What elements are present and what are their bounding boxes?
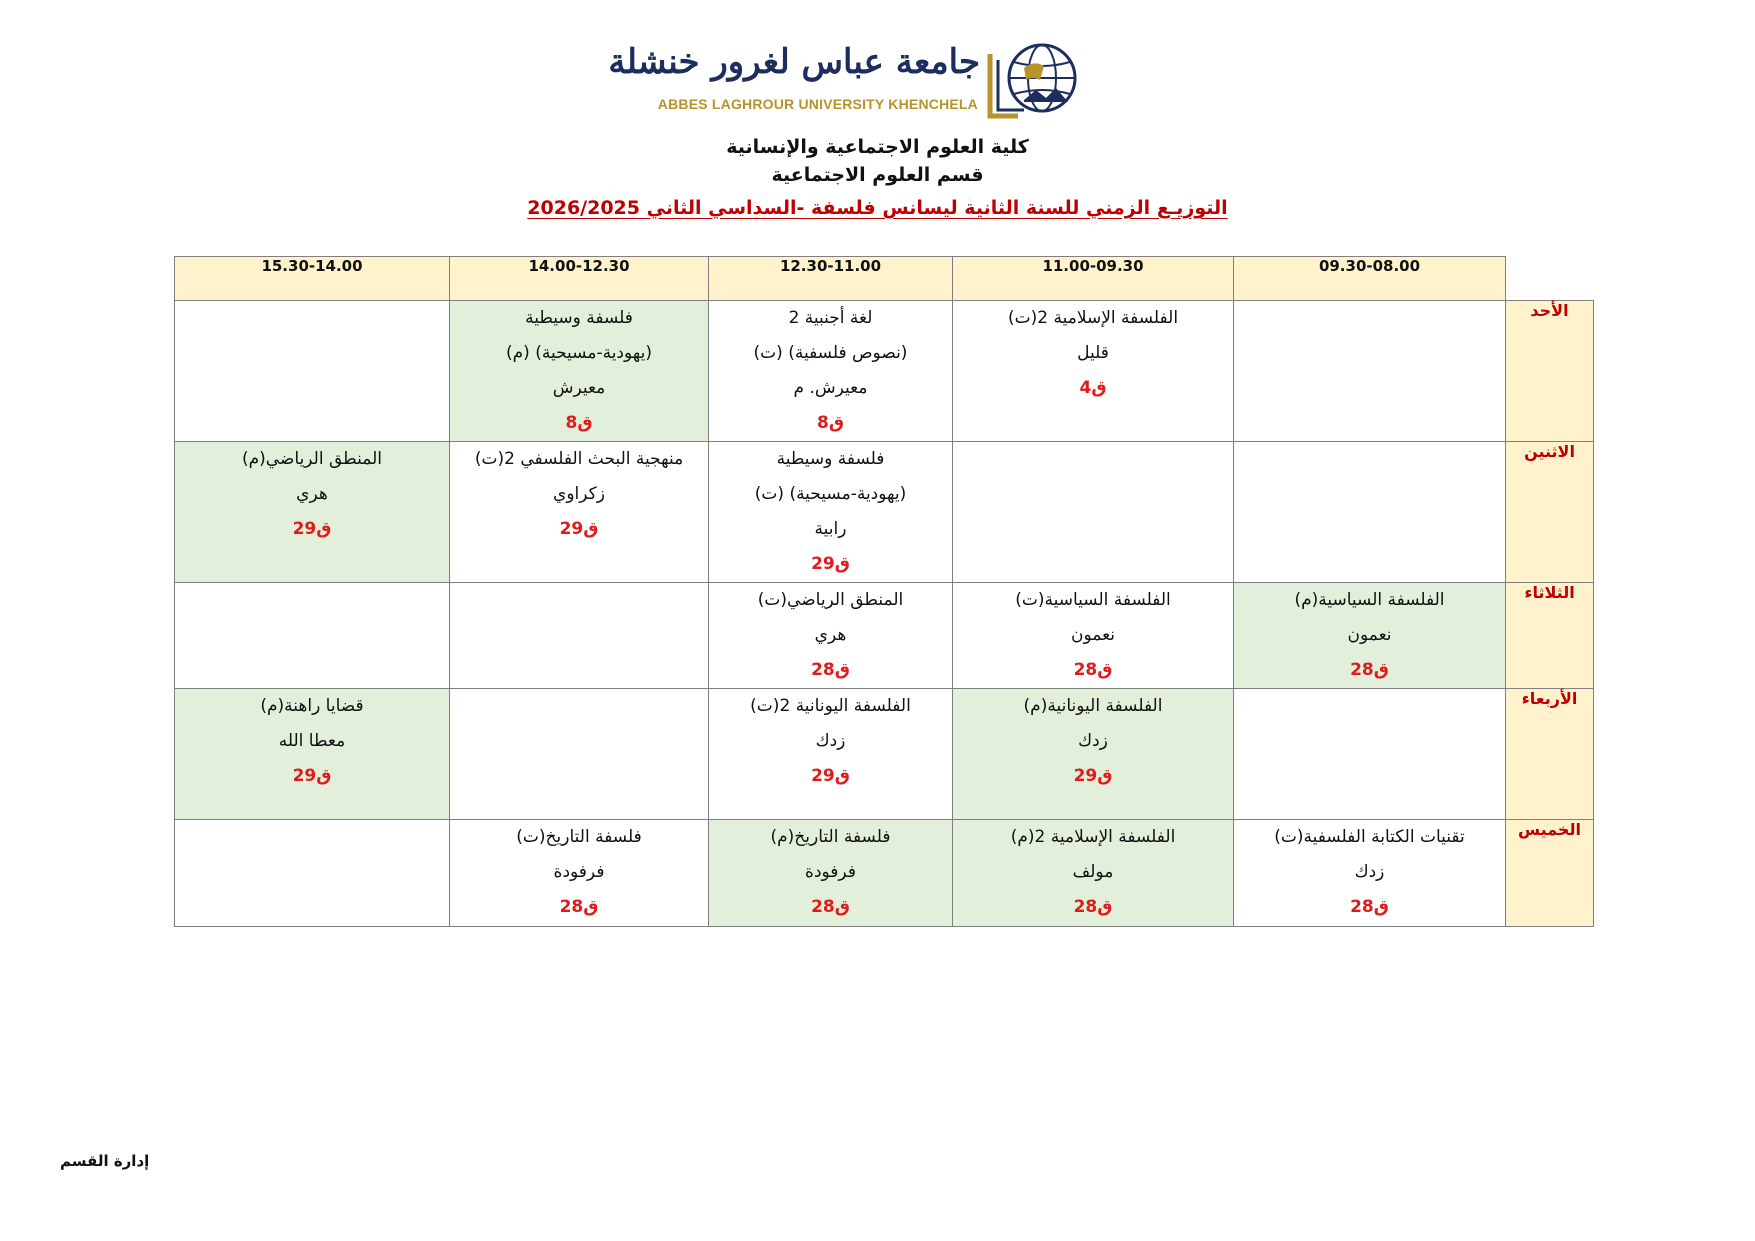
room-label: ق28 <box>1073 897 1113 917</box>
department-administration-label: إدارة القسم <box>60 1152 150 1170</box>
instructor-name: نعمون <box>1070 625 1116 645</box>
day-row <box>175 442 1594 583</box>
class-cell <box>1234 820 1506 927</box>
room-label: ق29 <box>1073 766 1113 786</box>
room-label: ق8 <box>565 413 593 433</box>
course-line: الفلسفة اليونانية 2(ت) <box>750 696 911 716</box>
class-cell <box>953 301 1234 442</box>
instructor-name: نعمون <box>1347 625 1392 645</box>
course-line: فلسفة وسيطية <box>525 308 633 328</box>
class-cell <box>953 820 1234 927</box>
room-label: ق29 <box>811 554 850 574</box>
logo-english-name: ABBES LAGHROUR UNIVERSITY KHENCHELA <box>657 96 978 112</box>
class-cell <box>175 301 450 442</box>
class-cell <box>175 583 450 689</box>
course-line: فلسفة وسيطية <box>776 449 885 469</box>
time-slot: 15.30-14.00 <box>175 257 450 301</box>
course-line: منهجية البحث الفلسفي 2(ت) <box>474 449 684 469</box>
instructor-name: معيرش <box>552 378 606 398</box>
room-label: ق8 <box>816 413 845 433</box>
class-cell <box>709 689 953 820</box>
course-line: الفلسفة السياسية(م) <box>1294 590 1445 610</box>
day-row <box>175 820 1594 927</box>
class-cell <box>450 689 709 820</box>
instructor-name: رابية <box>814 519 847 539</box>
room-label: ق28 <box>1073 660 1113 680</box>
time-slot-header-row <box>175 257 1594 301</box>
room-label: ق4 <box>1079 378 1107 398</box>
day-label: الاثنين <box>1506 442 1594 583</box>
room-label: ق29 <box>811 766 850 786</box>
class-cell <box>953 442 1234 583</box>
course-line: (نصوص فلسفية) (ت) <box>753 343 908 363</box>
course-line: الفلسفة الإسلامية 2(م) <box>1010 827 1176 847</box>
class-cell <box>175 442 450 583</box>
class-cell <box>709 820 953 927</box>
logo-arabic-name: جامعة عباس لغرور خنشلة <box>608 42 980 82</box>
instructor-name: مولف <box>1072 862 1114 882</box>
timetable <box>174 256 1594 927</box>
timetable-title: التوزيـع الزمني للسنة الثانية ليسانس فلسفة -السداسي الثاني 2026/2025 <box>527 197 1228 219</box>
time-slot: 12.30-11.00 <box>709 257 953 301</box>
day-label: الثلاثاء <box>1506 583 1594 689</box>
faculty-name: كلية العلوم الاجتماعية والإنسانية <box>726 136 1029 158</box>
day-label: الأحد <box>1506 301 1594 442</box>
course-line: فلسفة التاريخ(م) <box>770 827 891 847</box>
class-cell <box>450 442 709 583</box>
class-cell <box>450 301 709 442</box>
class-cell <box>953 583 1234 689</box>
room-label: ق29 <box>559 519 599 539</box>
time-slot: 11.00-09.30 <box>953 257 1234 301</box>
class-cell <box>175 689 450 820</box>
course-line: الفلسفة السياسية(ت) <box>1015 590 1171 610</box>
class-cell <box>1234 583 1506 689</box>
globe-book-emblem-icon <box>984 40 1080 130</box>
class-cell <box>175 820 450 927</box>
time-slot: 14.00-12.30 <box>450 257 709 301</box>
instructor-name: معطا الله <box>278 731 346 751</box>
room-label: ق28 <box>811 660 850 680</box>
instructor-name: هري <box>296 484 328 504</box>
day-row <box>175 689 1594 820</box>
course-line: المنطق الرياضي(ت) <box>757 590 904 610</box>
class-cell <box>450 583 709 689</box>
room-label: ق29 <box>292 766 332 786</box>
day-label: الخميس <box>1506 820 1594 927</box>
course-line: المنطق الرياضي(م) <box>242 449 382 469</box>
class-cell <box>1234 301 1506 442</box>
class-cell <box>450 820 709 927</box>
instructor-name: زدك <box>815 731 846 751</box>
day-row <box>175 301 1594 442</box>
room-label: ق28 <box>1350 660 1389 680</box>
instructor-name: معيرش. م <box>793 378 868 398</box>
instructor-name: قليل <box>1077 343 1109 363</box>
course-line: الفلسفة اليونانية(م) <box>1023 696 1163 716</box>
room-label: ق29 <box>292 519 332 539</box>
day-label: الأربعاء <box>1506 689 1594 820</box>
instructor-name: هري <box>814 625 847 645</box>
instructor-name: زدك <box>1078 731 1108 751</box>
class-cell <box>1234 442 1506 583</box>
instructor-name: فرفودة <box>553 862 605 882</box>
instructor-name: فرفودة <box>805 862 856 882</box>
day-row <box>175 583 1594 689</box>
course-line: فلسفة التاريخ(ت) <box>516 827 642 847</box>
university-logo <box>608 40 1080 130</box>
course-line: لغة أجنبية 2 <box>788 308 873 328</box>
class-cell <box>709 442 953 583</box>
instructor-name: زكراوي <box>553 484 605 504</box>
class-cell <box>953 689 1234 820</box>
class-cell <box>709 583 953 689</box>
course-line: (يهودية-مسيحية) (ت) <box>754 484 907 504</box>
department-name: قسم العلوم الاجتماعية <box>771 164 984 186</box>
room-label: ق28 <box>559 897 599 917</box>
corner-cell <box>1506 257 1594 301</box>
course-line: (يهودية-مسيحية) (م) <box>506 343 652 363</box>
class-cell <box>709 301 953 442</box>
course-line: تقنيات الكتابة الفلسفية(ت) <box>1274 827 1465 847</box>
class-cell <box>1234 689 1506 820</box>
room-label: ق28 <box>1350 897 1389 917</box>
course-line: قضايا راهنة(م) <box>260 696 364 716</box>
instructor-name: زدك <box>1354 862 1385 882</box>
time-slot: 09.30-08.00 <box>1234 257 1506 301</box>
course-line: الفلسفة الإسلامية 2(ت) <box>1007 308 1179 328</box>
room-label: ق28 <box>811 897 850 917</box>
